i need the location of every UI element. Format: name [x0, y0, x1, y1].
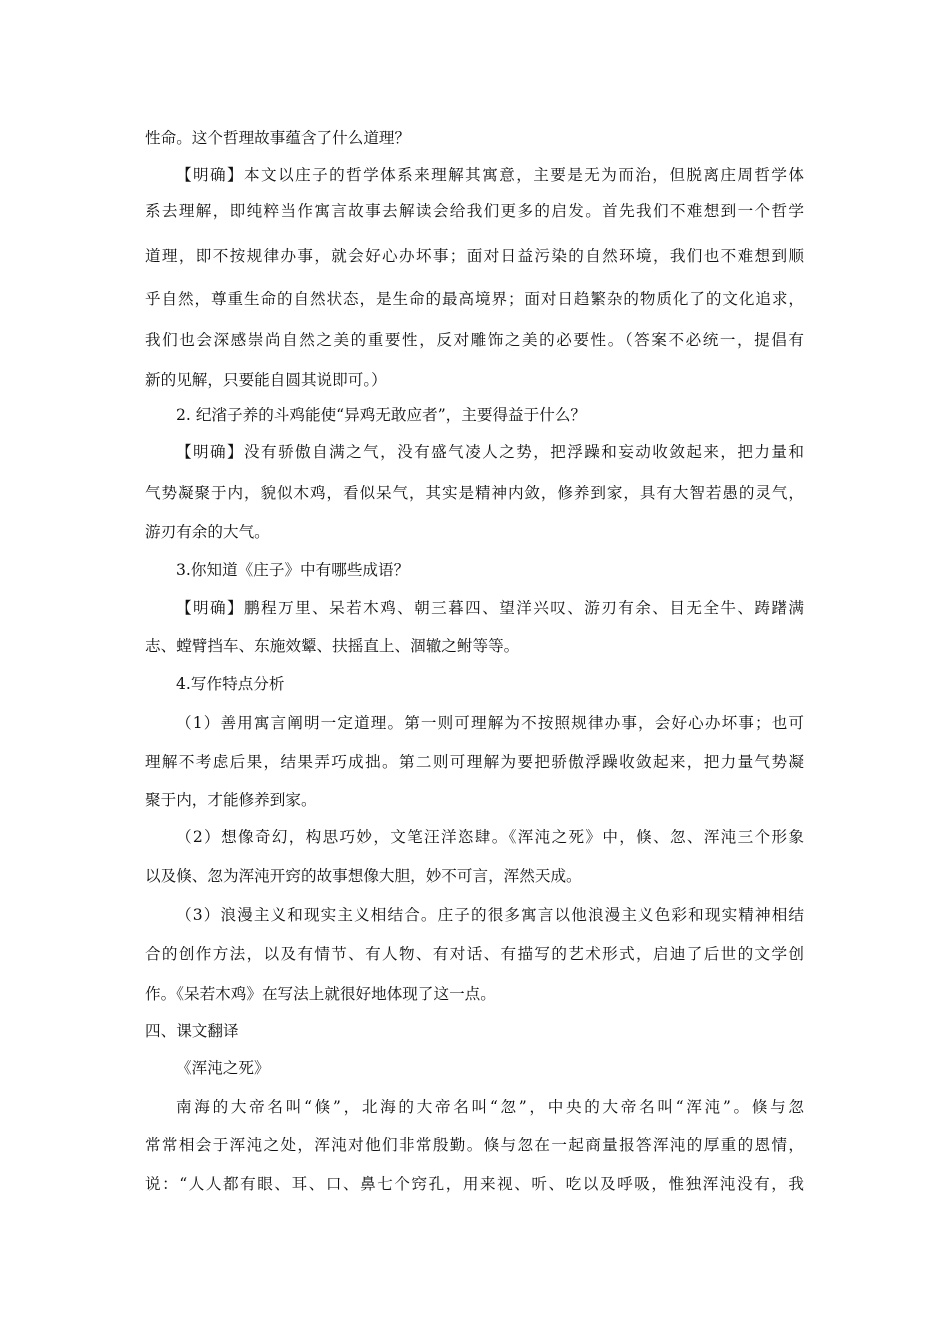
- text-line: 气势凝聚于内，貌似木鸡，看似呆气，其实是精神内敛，修养到家，具有大智若愚的灵气，: [145, 484, 804, 502]
- text-line: 作。《呆若木鸡》在写法上就很好地体现了这一点。: [145, 985, 496, 1003]
- text-line: （2）想像奇幻，构思巧妙，文笔汪洋恣肆。《浑沌之死》中，倏、忽、浑沌三个形象: [176, 828, 804, 846]
- text-line: （3）浪漫主义和现实主义相结合。庄子的很多寓言以他浪漫主义色彩和现实精神相结: [176, 906, 804, 924]
- text-line: 聚于内，才能修养到家。: [145, 791, 317, 809]
- text-line: 【明确】没有骄傲自满之气，没有盛气凌人之势，把浮躁和妄动收敛起来，把力量和: [176, 443, 804, 461]
- text-line: 新的见解，只要能自圆其说即可。）: [145, 371, 387, 389]
- question-heading: 3.你知道《庄子》中有哪些成语？: [176, 561, 410, 579]
- text-line: 理解不考虑后果，结果弄巧成拙。第二则可理解为要把骄傲浮躁收敛起来，把力量气势凝: [145, 753, 804, 771]
- text-line: 常常相会于浑沌之处，浑沌对他们非常殷勤。倏与忽在一起商量报答浑沌的厚重的恩情，: [145, 1136, 804, 1154]
- text-line: 合的创作方法，以及有情节、有人物、有对话、有描写的艺术形式，启迪了后世的文学创: [145, 945, 804, 963]
- text-line: 我们也会深感崇尚自然之美的重要性，反对雕饰之美的必要性。（答案不必统一，提倡有: [145, 331, 804, 349]
- text-line: 【明确】本文以庄子的哲学体系来理解其寓意，主要是无为而治，但脱离庄周哲学体: [176, 166, 804, 184]
- subsection-title: 《浑沌之死》: [176, 1059, 270, 1077]
- text-line: 游刃有余的大气。: [145, 523, 270, 541]
- text-line: 系去理解，即纯粹当作寓言故事去解读会给我们更多的启发。首先我们不难想到一个哲学: [145, 202, 804, 220]
- text-line: 【明确】鹏程万里、呆若木鸡、朝三暮四、望洋兴叹、游刃有余、目无全牛、踌躇满: [176, 599, 804, 617]
- text-line: 道理，即不按规律办事，就会好心办坏事；面对日益污染的自然环境，我们也不难想到顺: [145, 247, 804, 265]
- text-line: （1）善用寓言阐明一定道理。第一则可理解为不按照规律办事，会好心办坏事；也可: [176, 714, 804, 732]
- text-line: 南海的大帝名叫“倏”，北海的大帝名叫“忽”，中央的大帝名叫“浑沌”。倏与忽: [176, 1098, 804, 1116]
- text-line: 乎自然，尊重生命的自然状态，是生命的最高境界；面对日趋繁杂的物质化了的文化追求，: [145, 290, 804, 308]
- text-line: 说：“人人都有眼、耳、口、鼻七个窍孔，用来视、听、吃以及呼吸，惟独浑沌没有，我: [145, 1175, 804, 1193]
- text-line: 志、螳臂挡车、东施效颦、扶摇直上、涸辙之鲋等等。: [145, 637, 520, 655]
- section-heading: 4.写作特点分析: [176, 675, 285, 693]
- question-heading: 2. 纪渻子养的斗鸡能使“异鸡无敢应者”，主要得益于什么？: [176, 406, 587, 424]
- text-line: 性命。这个哲理故事蕴含了什么道理？: [145, 129, 411, 147]
- text-line: 以及倏、忽为浑沌开窍的故事想像大胆，妙不可言，浑然天成。: [145, 867, 582, 885]
- section-heading: 四、课文翻译: [145, 1022, 239, 1040]
